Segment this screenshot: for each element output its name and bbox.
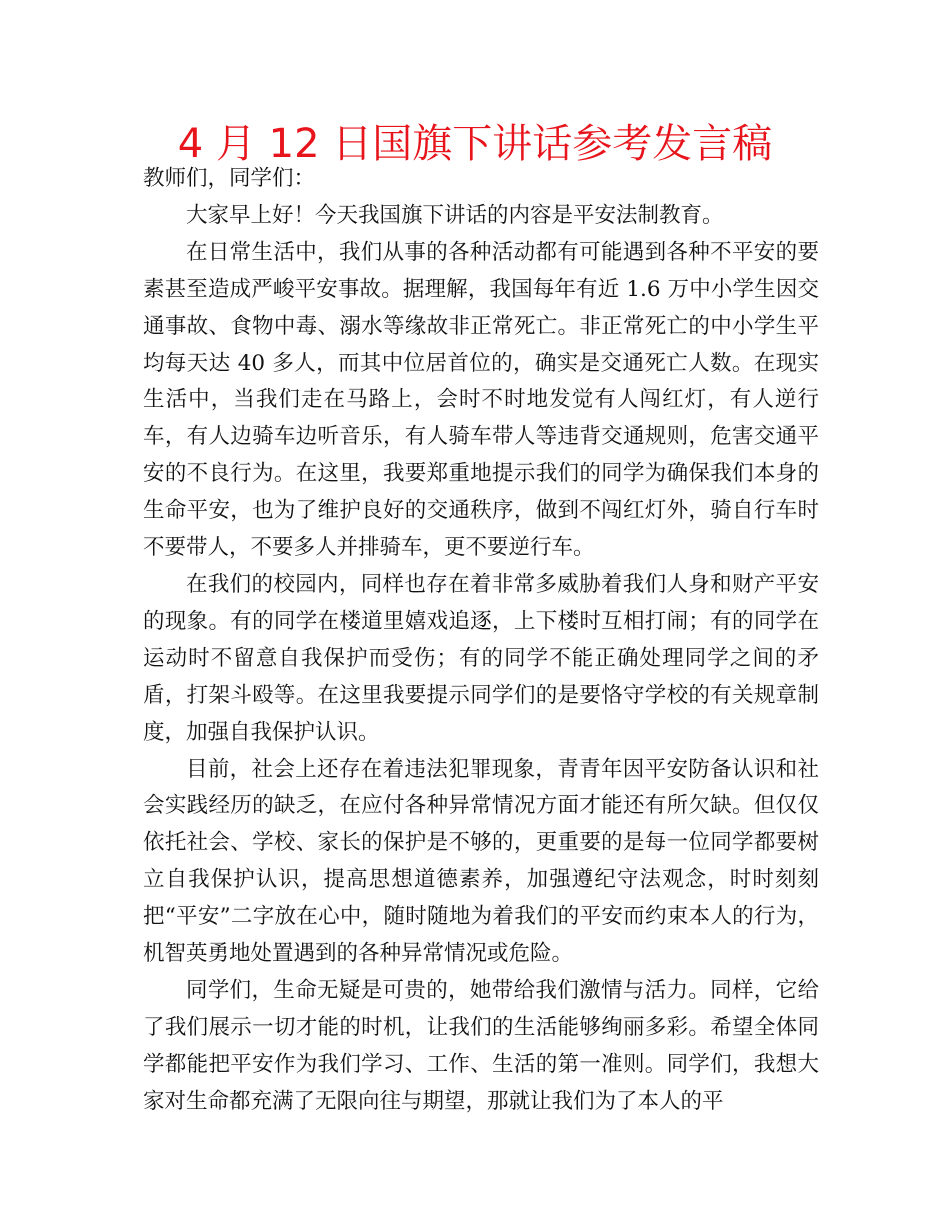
paragraph-self-protection: 目前，社会上还存在着违法犯罪现象，青青年因平安防备认识和社会实践经历的缺乏，在应付各种异常情况方面才能还有所欠缺。但仅仅依托社会、学校、家长的保护是不够的，更重要的是每一位同学都要树立自我保护认识，提高思想道德素养，加强遵纪守法观念，时时刻刻把“平安”二字放在心中，随时随地为着我们的平安而约束本人的行为，机智英勇地处置遇到的各种异常情况或危险。	[143, 756, 819, 967]
salutation: 教师们，同学们：	[143, 166, 316, 191]
document-body	[143, 161, 819, 1121]
paragraph-campus-safety: 在我们的校园内，同样也存在着非常多威胁着我们人身和财产平安的现象。有的同学在楼道里嬉戏追逐，上下楼时互相打闹；有的同学在运动时不留意自我保护而受伤；有的同学不能正确处理同学之间的矛盾，打架斗殴等。在这里我要提示同学们的是要恪守学校的有关规章制度，加强自我保护认识。	[143, 571, 819, 745]
paragraph-closing: 同学们，生命无疑是可贵的，她带给我们激情与活力。同样，它给了我们展示一切才能的时机，让我们的生活能够绚丽多彩。希望全体同学都能把平安作为我们学习、工作、生活的第一准则。同学们，我想大家对生命都充满了无限向往与期望，那就让我们为了本人的平	[143, 977, 819, 1114]
paragraph-greeting: 大家早上好！今天我国旗下讲话的内容是平安法制教育。	[186, 202, 724, 228]
paragraph-traffic-safety: 在日常生活中，我们从事的各种活动都有可能遇到各种不平安的要素甚至造成严峻平安事故。据理解，我国每年有近 1.6 万中小学生因交通事故、食物中毒、溺水等缘故非正常死亡。非正常死亡的中小学生平均每天达 40 多人，而其中位居首位的，确实是交通死亡人数。在现实生活中，当我们走在马路上，会时不时地发觉有人闯红灯，有人逆行车，有人边骑车边听音乐，有人骑车带人等违背交通规则，危害交通平安的不良行为。在这里，我要郑重地提示我们的同学为确保我们本身的生命平安，也为了维护良好的交通秩序，做到不闯红灯外，骑自行车时不要带人，不要多人并排骑车，更不要逆行车。	[143, 239, 819, 561]
document-title: 4 月 12 日国旗下讲话参考发言稿	[177, 121, 773, 167]
